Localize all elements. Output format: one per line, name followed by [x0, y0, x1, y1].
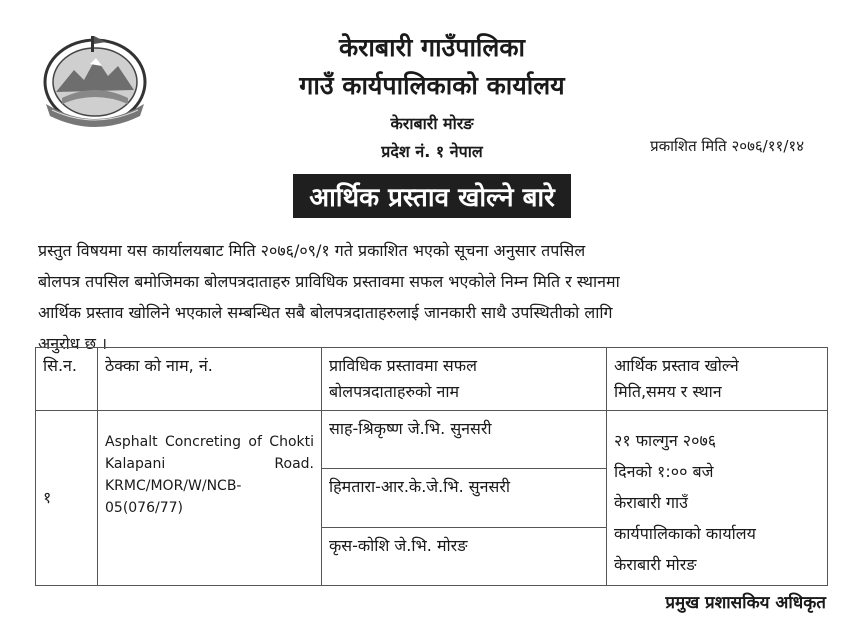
signatory-title: प्रमुख प्रशासकिय अधिकृत	[665, 593, 826, 613]
bidder-name: हिमतारा-आर.के.जे.भि. सुनसरी	[322, 469, 607, 527]
intro-paragraph	[38, 235, 828, 359]
header-bidders	[322, 348, 607, 411]
table-header-row	[36, 348, 828, 411]
schedule-line: २१ फाल्गुन २०७६	[614, 431, 717, 450]
bidder-name: साह-श्रिकृष्ण जे.भि. सुनसरी	[322, 411, 607, 469]
intro-line: बोलपत्र तपसिल बमोजिमका बोलपत्रदाताहरु प्राविधिक प्रस्तावमा सफल भएकोले निम्न मिति र स्थानमा	[38, 272, 620, 291]
schedule-line: कार्यपालिकाको कार्यालय	[614, 524, 756, 543]
header-bidders-line: बोलपत्रदाताहरुको नाम	[329, 382, 460, 401]
header-schedule	[607, 348, 828, 411]
office-name: गाउँ कार्यपालिकाको कार्यालय	[299, 71, 565, 100]
bidder-name: कृस-कोशि जे.भि. मोरङ	[322, 527, 607, 585]
schedule-line: केराबारी मोरङ	[614, 555, 697, 574]
intro-line: अनुरोध छ ।	[38, 334, 108, 353]
province: प्रदेश नं. १ नेपाल	[381, 142, 483, 161]
header-bidders-line: प्राविधिक प्रस्तावमा सफल	[329, 356, 477, 375]
row-sn: १	[36, 411, 98, 586]
intro-line: प्रस्तुत विषयमा यस कार्यालयबाट मिति २०७६/०९/१ गते प्रकाशित भएको सूचना अनुसार तपसिल	[38, 241, 586, 260]
header-contract: ठेक्का को नाम, नं.	[98, 348, 322, 411]
published-date: प्रकाशित मिति २०७६/११/१४	[650, 137, 804, 155]
intro-line: आर्थिक प्रस्ताव खोलिने भएकाले सम्बन्धित सबै बोलपत्रदाताहरुलाई जानकारी साथै उपस्थितीको लागि	[38, 303, 613, 322]
organization-name: केराबारी गाउँपालिका	[338, 33, 526, 62]
contract-name: Asphalt Concreting of Chokti Kalapani Road. KRMC/MOR/W/NCB-05(076/77)	[98, 411, 322, 586]
notice-title-wrap	[0, 174, 864, 218]
notice-title: आर्थिक प्रस्ताव खोल्ने बारे	[293, 174, 571, 218]
schedule-line: केराबारी गाउँ	[614, 493, 688, 512]
opening-schedule	[607, 411, 828, 586]
schedule-line: दिनको १:०० बजे	[614, 462, 714, 481]
office-address: केराबारी मोरङ	[390, 114, 474, 133]
header-sn: सि.न.	[36, 348, 98, 411]
table-row	[36, 411, 828, 469]
bid-opening-table	[35, 347, 828, 586]
header-schedule-line: मिति,समय र स्थान	[614, 382, 722, 401]
header-schedule-line: आर्थिक प्रस्ताव खोल्ने	[614, 356, 739, 375]
